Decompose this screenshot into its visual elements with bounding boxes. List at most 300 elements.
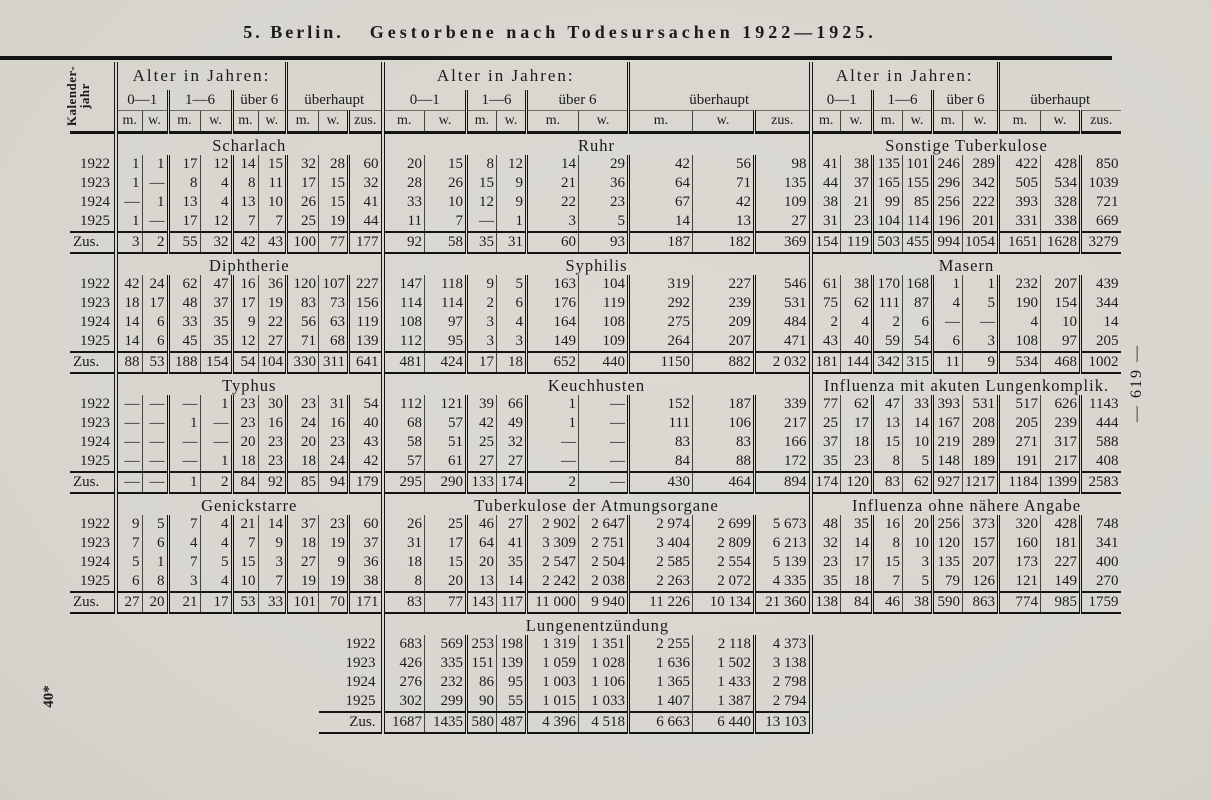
section-title: Masern [811,253,1121,275]
col-m: m. [116,111,142,133]
data-cell: 1 387 [693,692,755,712]
data-cell: 219 [933,433,963,452]
data-cell: 1 106 [579,673,629,692]
col-w: w. [497,111,527,133]
data-cell: 83 [287,294,319,313]
data-cell: 20 [425,572,467,592]
data-cell: 38 [811,193,841,212]
data-cell: 189 [963,452,999,472]
data-cell: 17 [168,155,200,174]
year-row [70,414,1121,433]
data-cell: 21 [527,174,579,193]
data-cell: 63 [319,313,349,332]
total-label: Zus. [70,472,116,493]
data-cell: 16 [258,414,287,433]
col-m: m. [168,111,200,133]
data-cell: 4 [497,313,527,332]
total-cell: 295 [383,472,425,493]
year-row [70,212,1121,232]
data-cell: 5 [142,515,168,534]
data-cell: 264 [629,332,693,352]
total-cell: 1002 [1081,352,1121,373]
data-cell: 152 [629,395,693,414]
data-cell: — [116,452,142,472]
data-cell: 276 [383,673,425,692]
data-cell: 10 [903,534,933,553]
total-cell: 882 [693,352,755,373]
kalenderjahr-rotated-label: Kalender- jahr [64,65,92,127]
data-cell: 8 [142,572,168,592]
data-cell: 198 [497,635,527,654]
data-cell: 190 [999,294,1041,313]
data-cell: 6 [933,332,963,352]
total-cell: 101 [287,592,319,613]
data-cell: 121 [999,572,1041,592]
col-m: m. [232,111,258,133]
data-cell: 2 118 [693,635,755,654]
data-cell: 42 [629,155,693,174]
data-cell: 25 [287,212,319,232]
data-cell: 19 [319,534,349,553]
section-title: Tuberkulose der Atmungsorgane [383,493,811,515]
data-cell: 26 [383,515,425,534]
data-cell: 10 [232,572,258,592]
data-cell: 111 [873,294,903,313]
data-cell: 38 [841,275,873,294]
data-cell: 60 [349,155,383,174]
data-cell: 36 [579,174,629,193]
data-cell: 3 [963,332,999,352]
data-cell: 163 [527,275,579,294]
data-cell: 7 [232,534,258,553]
total-cell: 70 [319,592,349,613]
data-cell: 3 [527,212,579,232]
data-cell: 19 [319,572,349,592]
total-row [70,232,1121,253]
total-cell: 174 [811,472,841,493]
data-cell: 232 [999,275,1041,294]
data-cell: 7 [425,212,467,232]
spacer [811,654,1121,673]
data-cell: 40 [349,414,383,433]
year-label: 1925 [70,212,116,232]
year-label: 1922 [70,155,116,174]
total-cell: 77 [319,232,349,253]
total-cell: 1628 [1041,232,1081,253]
total-cell: 1054 [963,232,999,253]
data-cell: 58 [383,433,425,452]
data-cell: 5 [497,275,527,294]
data-cell: 2 504 [579,553,629,572]
total-cell: 84 [232,472,258,493]
data-cell: 270 [1081,572,1121,592]
age-title-mid: Alter in Jahren: [383,62,629,90]
data-cell: 13 [693,212,755,232]
section-title: Influenza ohne nähere Angabe [811,493,1121,515]
data-cell: 67 [629,193,693,212]
data-cell: 17 [841,553,873,572]
data-cell: 8 [873,534,903,553]
data-cell: 77 [811,395,841,414]
data-cell: 207 [693,332,755,352]
total-cell: 534 [999,352,1041,373]
header-row-title [70,62,1121,90]
data-cell: 101 [903,155,933,174]
total-cell: 487 [497,712,527,733]
year-label: 1923 [345,654,376,671]
data-cell: 62 [168,275,200,294]
data-cell: 296 [933,174,963,193]
data-cell: 8 [232,174,258,193]
data-cell: 1 [116,212,142,232]
data-cell: 444 [1081,414,1121,433]
data-cell: — [142,452,168,472]
col-w: w. [693,111,755,133]
total-cell: 369 [755,232,811,253]
group-ueberhaupt: überhaupt [629,90,811,111]
data-cell: 42 [116,275,142,294]
data-cell: 9 [116,515,142,534]
col-w: w. [425,111,467,133]
data-cell: 271 [999,433,1041,452]
data-cell: 1 [168,414,200,433]
total-cell: 104 [258,352,287,373]
data-cell: 7 [168,515,200,534]
total-label: Zus. [70,592,116,613]
total-label: Zus. [319,712,383,733]
data-cell: 4 [841,313,873,332]
total-cell: 311 [319,352,349,373]
data-cell: 191 [999,452,1041,472]
data-cell: 20 [903,515,933,534]
data-cell: 18 [116,294,142,313]
spacer [811,613,1121,635]
data-cell: 588 [1081,433,1121,452]
total-cell: 4 518 [579,712,629,733]
data-cell: 97 [1041,332,1081,352]
section-title: Sonstige Tuberkulose [811,133,1121,155]
col-w: w. [1041,111,1081,133]
data-cell: 41 [497,534,527,553]
total-cell: 171 [349,592,383,613]
data-cell: 68 [383,414,425,433]
col-w: w. [142,111,168,133]
col-m: m. [527,111,579,133]
data-cell: 8 [383,572,425,592]
data-cell: — [200,433,232,452]
data-cell: 1 015 [527,692,579,712]
data-cell: 15 [232,553,258,572]
data-cell: 2 255 [629,635,693,654]
data-cell: 14 [903,414,933,433]
total-cell: 6 440 [693,712,755,733]
section-title: Keuchhusten [383,373,811,395]
data-cell: 35 [841,515,873,534]
data-cell: 2 809 [693,534,755,553]
year-row [70,452,1121,472]
total-cell: 290 [425,472,467,493]
total-cell: 42 [232,232,258,253]
data-cell: 4 [200,572,232,592]
total-cell: 181 [811,352,841,373]
data-cell: 1 365 [629,673,693,692]
total-cell: 154 [811,232,841,253]
data-cell: — [168,452,200,472]
data-cell: 23 [579,193,629,212]
data-cell: 23 [841,212,873,232]
year-row [70,553,1121,572]
data-cell: 205 [1081,332,1121,352]
data-cell: 209 [693,313,755,332]
year-row [70,654,1121,673]
data-cell: 33 [383,193,425,212]
total-cell: 53 [232,592,258,613]
data-cell: 400 [1081,553,1121,572]
col-w: w. [579,111,629,133]
col-m: m. [811,111,841,133]
group-0-1: 0—1 [383,90,467,111]
data-cell: 119 [579,294,629,313]
data-cell: 20 [232,433,258,452]
total-cell: 11 226 [629,592,693,613]
year-label: 1924 [345,673,376,690]
data-cell: 4 [168,534,200,553]
spacer [70,613,383,635]
total-cell: 2 [527,472,579,493]
data-cell: 9 [467,275,497,294]
data-cell: 35 [497,553,527,572]
year-label: 1923 [70,294,116,313]
data-cell: 4 [933,294,963,313]
data-cell: 319 [629,275,693,294]
data-cell: 28 [383,174,425,193]
data-cell: 1 351 [579,635,629,654]
data-cell: 23 [841,452,873,472]
data-cell: 148 [933,452,963,472]
data-cell: 20 [467,553,497,572]
year-label: 1924 [70,433,116,452]
data-cell: 29 [579,155,629,174]
header-row-sex [70,111,1121,133]
data-cell: 87 [903,294,933,313]
data-cell: 121 [425,395,467,414]
data-cell: 196 [933,212,963,232]
total-cell: 77 [425,592,467,613]
data-cell: 6 [142,534,168,553]
data-cell: 408 [1081,452,1121,472]
data-cell: 168 [903,275,933,294]
total-cell: 863 [963,592,999,613]
total-cell: 2 032 [755,352,811,373]
data-cell: 13 [232,193,258,212]
data-cell: 15 [258,155,287,174]
data-cell: 5 [963,294,999,313]
spacer [811,635,1121,654]
total-cell: 590 [933,592,963,613]
year-label: 1925 [70,572,116,592]
data-cell: 207 [963,553,999,572]
data-cell: 12 [200,155,232,174]
data-cell: 15 [873,553,903,572]
total-cell: 21 360 [755,592,811,613]
data-cell: 170 [873,275,903,294]
data-cell: 2 585 [629,553,693,572]
data-cell: 12 [467,193,497,212]
data-cell: 33 [903,395,933,414]
data-cell: 135 [933,553,963,572]
signature-mark: 40* [40,685,57,708]
total-cell: 119 [841,232,873,253]
data-cell: 517 [999,395,1041,414]
data-cell: 114 [425,294,467,313]
data-cell: 60 [349,515,383,534]
data-cell: 393 [933,395,963,414]
data-cell: 5 [116,553,142,572]
data-cell: 7 [232,212,258,232]
data-cell: 42 [349,452,383,472]
data-cell: 9 [497,193,527,212]
total-cell: 27 [116,592,142,613]
total-cell: 143 [467,592,497,613]
data-cell: 201 [963,212,999,232]
data-cell: 114 [383,294,425,313]
col-w: w. [258,111,287,133]
data-cell: 1 059 [527,654,579,673]
data-cell: — [142,433,168,452]
data-cell: — [142,174,168,193]
data-cell: 25 [425,515,467,534]
data-cell: 1 003 [527,673,579,692]
data-cell: 155 [903,174,933,193]
data-cell: 37 [349,534,383,553]
data-cell: 1 [527,414,579,433]
data-cell: 139 [497,654,527,673]
data-cell: 22 [527,193,579,212]
year-row [70,155,1121,174]
age-title-left: Alter in Jahren: [116,62,287,90]
data-cell: 15 [319,193,349,212]
title-prefix: 5. Berlin. [243,22,344,42]
data-cell: 13 [168,193,200,212]
data-cell: 18 [383,553,425,572]
data-cell: 1 [116,155,142,174]
data-cell: 42 [693,193,755,212]
data-cell: 2 974 [629,515,693,534]
data-cell: 205 [999,414,1041,433]
total-cell: 3 [116,232,142,253]
data-cell: 253 [467,635,497,654]
total-cell: 11 000 [527,592,579,613]
data-cell: 3 309 [527,534,579,553]
total-row [70,472,1121,493]
data-cell: 1 [933,275,963,294]
data-cell: 108 [999,332,1041,352]
total-cell: 464 [693,472,755,493]
data-cell: 139 [349,332,383,352]
data-cell: 59 [873,332,903,352]
data-cell: 120 [933,534,963,553]
data-cell: 6 [116,572,142,592]
data-cell: 14 [1081,313,1121,332]
data-cell: 23 [319,515,349,534]
data-cell: 9 [497,174,527,193]
data-cell: 43 [811,332,841,352]
data-cell: 18 [841,572,873,592]
data-cell: 5 139 [755,553,811,572]
total-cell: 46 [873,592,903,613]
data-cell: 36 [349,553,383,572]
data-cell: 748 [1081,515,1121,534]
total-cell: 985 [1041,592,1081,613]
data-cell: 83 [693,433,755,452]
data-cell: 217 [755,414,811,433]
data-cell: 534 [1041,174,1081,193]
data-cell: 114 [903,212,933,232]
data-cell: 42 [467,414,497,433]
total-cell: 1687 [383,712,425,733]
data-cell: 428 [1041,515,1081,534]
data-cell: 2 902 [527,515,579,534]
total-cell: 182 [693,232,755,253]
data-cell: 344 [1081,294,1121,313]
data-cell: 73 [319,294,349,313]
data-cell: 1 433 [693,673,755,692]
section-title: Lungenentzündung [383,613,811,635]
data-cell: 18 [841,433,873,452]
total-cell: 177 [349,232,383,253]
data-cell: 3 138 [755,654,811,673]
data-cell: 135 [755,174,811,193]
data-cell: 14 [527,155,579,174]
data-cell: 27 [755,212,811,232]
year-row [70,174,1121,193]
data-cell: 2 242 [527,572,579,592]
total-cell: 31 [497,232,527,253]
data-cell: 151 [467,654,497,673]
data-cell: 626 [1041,395,1081,414]
title-rule [0,56,1112,60]
data-cell: — [116,433,142,452]
year-label: 1924 [70,553,116,572]
col-m: m. [629,111,693,133]
data-cell: 36 [258,275,287,294]
year-cell-empty [70,373,116,395]
data-cell: 342 [963,174,999,193]
kalenderjahr-header [64,62,116,133]
total-cell: 2583 [1081,472,1121,493]
data-cell: 3 404 [629,534,693,553]
data-cell: 26 [425,174,467,193]
total-cell: — [579,472,629,493]
data-cell: 9 [258,534,287,553]
total-cell: 62 [903,472,933,493]
data-cell: 569 [425,635,467,654]
data-cell: 14 [841,534,873,553]
col-w: w. [319,111,349,133]
data-cell: 338 [1041,212,1081,232]
total-cell: 1150 [629,352,693,373]
year-cell-empty [70,253,116,275]
total-cell: 38 [903,592,933,613]
data-cell: 10 [1041,313,1081,332]
data-cell: — [527,452,579,472]
total-label: Zus. [70,352,116,373]
total-cell: 430 [629,472,693,493]
data-cell: 119 [349,313,383,332]
data-cell: 256 [933,515,963,534]
data-cell: 289 [963,155,999,174]
data-cell: 17 [232,294,258,313]
